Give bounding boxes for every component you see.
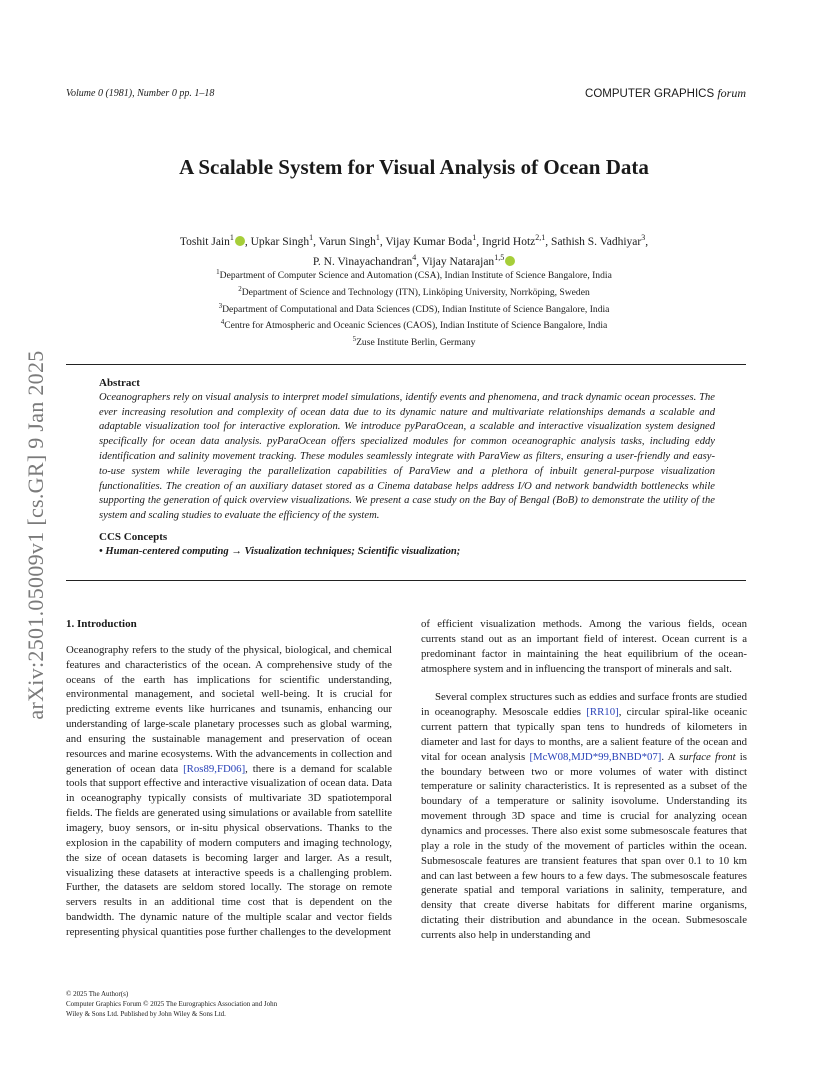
affiliation (100, 300, 728, 317)
paper-title: A Scalable System for Visual Analysis of Ocean Data (179, 155, 649, 179)
affiliation (100, 283, 728, 300)
affiliation-text: Department of Science and Technology (ITN), Linköping University, Norrköping, Sweden (241, 286, 590, 298)
arxiv-stamp-text: arXiv:2501.05009v1 [cs.GR] 9 Jan 2025 (23, 350, 48, 720)
author-name: Toshit Jain (179, 235, 230, 248)
term-emphasis: surface front (679, 750, 736, 763)
left-column (66, 617, 392, 940)
abstract-heading: Abstract (99, 377, 140, 389)
author-sup: 1,5 (494, 252, 505, 262)
affiliation-text: Zuse Institute Berlin, Germany (356, 337, 476, 349)
footer-line: © 2025 The Author(s) (66, 990, 129, 998)
body-text: Several complex structures such as eddies and surface fronts are studied in oceanography. Mesoscale eddies (421, 691, 747, 719)
footer-line: Computer Graphics Forum © 2025 The Eurographics Association and John (66, 999, 278, 1008)
body-text: Oceanography refers to the study of the physical, biological, and chemical features and characteristics of the ocean. A comprehensive study of the oceans of the earth has implications for scientific understanding, environmental management, and societal well-being. It is crucial for predicting extreme events like hurricanes and tsunamis, enhancing our understanding of large-scale planetary processes such as global warming, and ensuring the sustainable management and preservation of ocean resources and marine ecosystems. With the advancements in collection and generation of ocean data (66, 643, 392, 775)
arxiv-stamp[interactable] (4, 295, 68, 775)
author-name: Varun Singh (318, 235, 376, 248)
body-paragraph (66, 643, 392, 940)
right-column (421, 617, 747, 943)
abstract-text: Oceanographers rely on visual analysis to interpret model simulations, identify events and phenomena, and track dynamic ocean processes. The ever increasing resolution and complexity of ocean data due to its dynamic nature and multivariate relationships demands a scalable and adaptable visualization tool for interactive exploration. We introduce pyParaOcean, a scalable and interactive visualization system designed specifically for ocean data analysis. pyParaOcean offers specialized modules for common oceanographic analysis tasks, including eddy identification and salinity movement tracking. These modules seamlessly integrate with ParaView as filters, ensuring a user-friendly and easy-to-use system while leveraging the parallelization capabilities of ParaView and a plethora of inbuilt general-purpose visualization functionalities. The creation of an auxiliary dataset stored as a Cinema database helps address I/O and network bandwidth bottlenecks while supporting the generation of quick overview visualizations. We present a case study on the Bay of Bengal (BoB) to demonstrate the utility of the system and scaling studies to evaluate the efficiency of the system. (99, 391, 715, 522)
journal-name-text: COMPUTER GRAPHICS (585, 88, 715, 100)
ccs-heading: CCS Concepts (99, 530, 168, 543)
copyright-footer (66, 990, 366, 1019)
citation-link[interactable]: [Ros89, (183, 762, 217, 775)
affiliation-text: Department of Computer Science and Automation (CSA), Indian Institute of Science Bangalore, India (219, 270, 612, 282)
affiliation-sup: 1 (216, 268, 220, 276)
author-sup: 4 (412, 252, 417, 262)
affiliation-list (100, 266, 728, 350)
body-text: is the boundary between two or more volumes of water with distinct temperature or salinity characteristics. It is represented as a subset of the boundary of a temperature or salinity isovolume. Understanding its movement through 3D space and time is crucial for analyzing ocean dynamics and processes. There also exist some submesoscale features that play a role in the study of the movement of particles within the ocean. Submesoscale features are transient features that span over 0.1 to 10 km and can last between a few hours to a few days. The submesoscale features generate spatial and temporal variations in salinity, temperature, and density that create diverse habitats for different marine organisms, dictating their distribution and abundance in the ocean. Submesoscale currents also help in understanding and (421, 750, 747, 941)
footer-line: Wiley & Sons Ltd. Published by John Wiley & Sons Ltd. (66, 1009, 226, 1018)
author-name: P. N. Vinayachandran (312, 255, 413, 268)
author-sup: 2,1 (535, 233, 546, 242)
section-heading: 1. Introduction (66, 618, 137, 630)
affiliation-sup: 3 (218, 301, 223, 310)
affiliation-sup: 4 (220, 318, 225, 327)
body-text: , there is a demand for scalable tools that support effective and interactive visualization of ocean data. Data in oceanography typically consists of multivariate 3D spatiotemporal fields. The fields are generated using simulations or available from satellite imagery, buoy sensors, or in-situ physical observations. Thanks to the explosion in the capability of modern computers and imaging technology, the size of ocean datasets is becoming larger and larger. As a result, visualizing these datasets at interactive speeds is a challenging problem. Further, the datasets are seldom stored locally. The storage on remote servers results in an additional time cost that is dependent on the bandwidth. The dynamic nature of the multiple scalar and vector fields representing physical quantities pose further challenges to the development (66, 762, 392, 938)
author-name: Sathish S. Vadhiyar (551, 235, 642, 248)
body-text: . A (661, 750, 680, 763)
author-list: Toshit Jain$^1$ , Upkar Singh$^1$, Varun Singh$^1$, Vijay Kumar Boda$^1$, Ingrid Hotz$^{2,1}$, Sathish S. Vadhiyar$^3$, P. N. Vinayachandran$^4$, Vijay Natarajan$^{1,5}$ (179, 233, 649, 268)
author-name: Vijay Natarajan (421, 255, 495, 268)
orcid-icon[interactable] (505, 256, 515, 266)
author-sup: 1 (309, 233, 314, 242)
affiliation-text: Department of Computational and Data Sciences (CDS), Indian Institute of Science Bangalore, India (222, 303, 610, 315)
author-sup: 1 (472, 233, 477, 242)
ccs-block (99, 530, 715, 560)
orcid-icon[interactable] (235, 236, 245, 246)
affiliation-sup: 5 (352, 335, 357, 344)
body-paragraph (421, 690, 747, 942)
author-name: Vijay Kumar Boda (385, 235, 473, 248)
affiliation (100, 333, 728, 350)
affiliation-text: Centre for Atmospheric and Oceanic Sciences (CAOS), Indian Institute of Science Bangalore, India (224, 320, 608, 332)
author-sup: 3 (641, 233, 646, 242)
affiliation-sup: 2 (238, 284, 242, 293)
journal-name-italic: forum (717, 86, 746, 100)
top-divider (66, 364, 746, 365)
affiliation (100, 316, 728, 333)
journal-name (585, 86, 746, 101)
author-sup: 1 (375, 233, 380, 242)
body-text: , circular spiral-like oceanic current pattern that typically span tens to hundreds of kilometers in diameter and last for days to months, are a salient feature of the ocean and vital for ocean analysis (421, 706, 747, 763)
author-name: Ingrid Hotz (481, 235, 536, 248)
citation-link[interactable]: [RR10] (586, 706, 619, 719)
bottom-divider (66, 580, 746, 581)
author-name: Upkar Singh (250, 235, 310, 248)
citation-link[interactable]: FD06] (216, 762, 246, 775)
citation-link[interactable]: [McW08,MJD*99,BNBD*07] (529, 750, 662, 763)
abstract-block (99, 376, 715, 560)
ccs-items: • Human-centered computing → Visualization techniques; Scientific visualization; (99, 545, 461, 557)
journal-issue: Volume 0 (1981), Number 0 pp. 1–18 (66, 88, 215, 99)
body-paragraph: of efficient visualization methods. Among the various fields, ocean currents stand out as an important field of interest. Ocean current is a predominant factor in maintaining the heat equilibrium of the ocean-atmosphere system and in influencing the transport of minerals and salt. (421, 618, 747, 675)
affiliation (100, 266, 728, 283)
author-sup: 1 (229, 233, 234, 242)
